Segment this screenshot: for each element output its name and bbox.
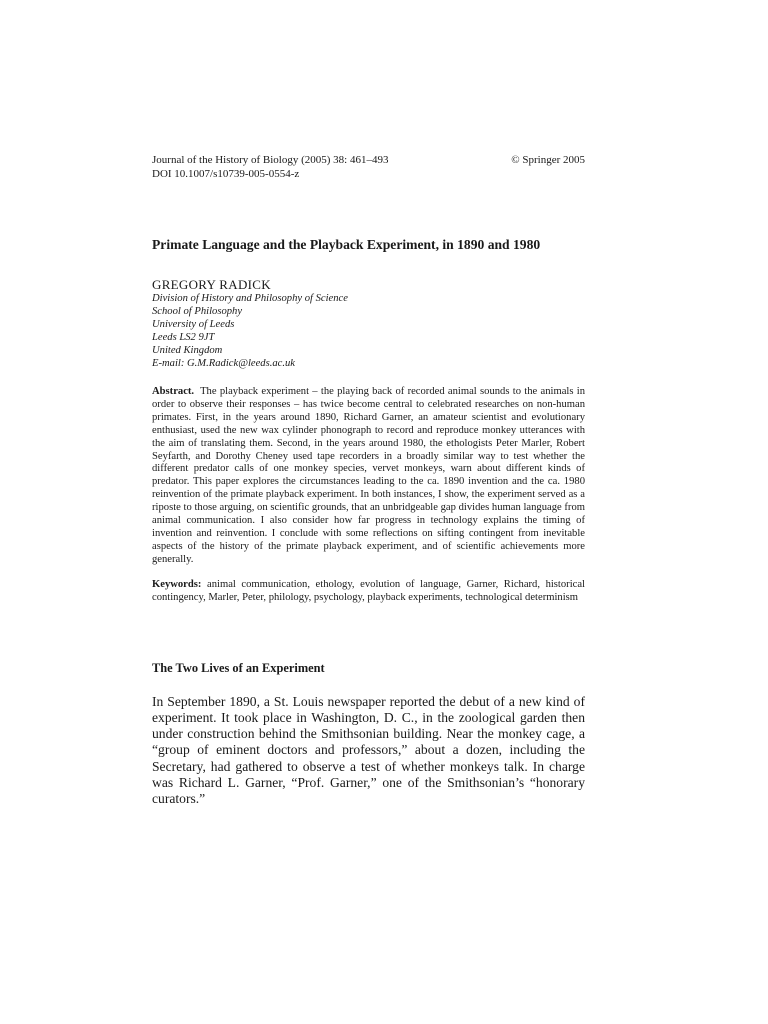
- affiliation-line: School of Philosophy: [152, 306, 243, 317]
- affiliation-line: University of Leeds: [152, 319, 235, 330]
- abstract-label: Abstract.: [152, 386, 195, 397]
- journal-citation: Journal of the History of Biology (2005) 38: 461–493: [152, 154, 389, 166]
- affiliation-line: Division of History and Philosophy of Science: [152, 293, 348, 304]
- doi: DOI 10.1007/s10739-005-0554-z: [152, 167, 300, 180]
- keywords-label: Keywords:: [152, 578, 202, 590]
- journal-header: [152, 154, 585, 181]
- body-paragraph: In September 1890, a St. Louis newspaper reported the debut of a new kind of experiment. It took place in Washington, D. C., in the zoological garden then under construction behind the Smithsonian building. Near the monkey cage, a “group of eminent doctors and professors,” about a dozen, including the Secretary, had gathered to observe a test of whether monkeys talk. In charge was Richard L. Garner, “Prof. Garner,” one of the Smithsonian’s “honorary curators.”: [152, 693, 585, 807]
- article-title: Primate Language and the Playback Experiment, in 1890 and 1980: [152, 237, 541, 252]
- author-block: [152, 277, 585, 370]
- keywords: [152, 579, 585, 605]
- abstract: [152, 386, 585, 567]
- affiliation-line: Leeds LS2 9JT: [152, 332, 215, 343]
- copyright-notice: © Springer 2005: [511, 154, 585, 166]
- article-first-page: [152, 154, 585, 808]
- abstract-text: The playback experiment – the playing back of recorded animal sounds to the animals in order to observe their responses – has twice become central to celebrated researches on non-human primates. First, in the years around 1890, Richard Garner, an amateur scientist and evolutionary enthusiast, used the new wax cylinder phonograph to record and reproduce monkey utterances with the aim of translating them. Second, in the years around 1980, the ethologists Peter Marler, Robert Seyfarth, and Dorothy Cheney used tape recorders in a broadly similar way to test whether the different predator calls of one monkey species, vervet monkeys, warn about different kinds of predator. This paper explores the circumstances leading to the ca. 1890 invention and the ca. 1980 reinvention of the primate playback experiment. In both instances, I show, the experiment served as a riposte to those arguing, on scientific grounds, that an unbridgeable gap divides human language from animal communication. I also consider how far progress in technology explains the timing of invention and reinvention. I conclude with some reflections on sifting contingent from inevitable aspects of the history of the primate playback experiment, and of scientific achievements more generally.: [152, 386, 585, 565]
- affiliation-line: United Kingdom: [152, 345, 223, 356]
- section-heading: The Two Lives of an Experiment: [152, 660, 325, 675]
- author-name: GREGORY RADICK: [152, 277, 271, 292]
- author-email: E-mail: G.M.Radick@leeds.ac.uk: [152, 358, 296, 369]
- keywords-text: animal communication, ethology, evolution of language, Garner, Richard, historical contingency, Marler, Peter, philology, psychology, playback experiments, technological determinism: [152, 578, 585, 603]
